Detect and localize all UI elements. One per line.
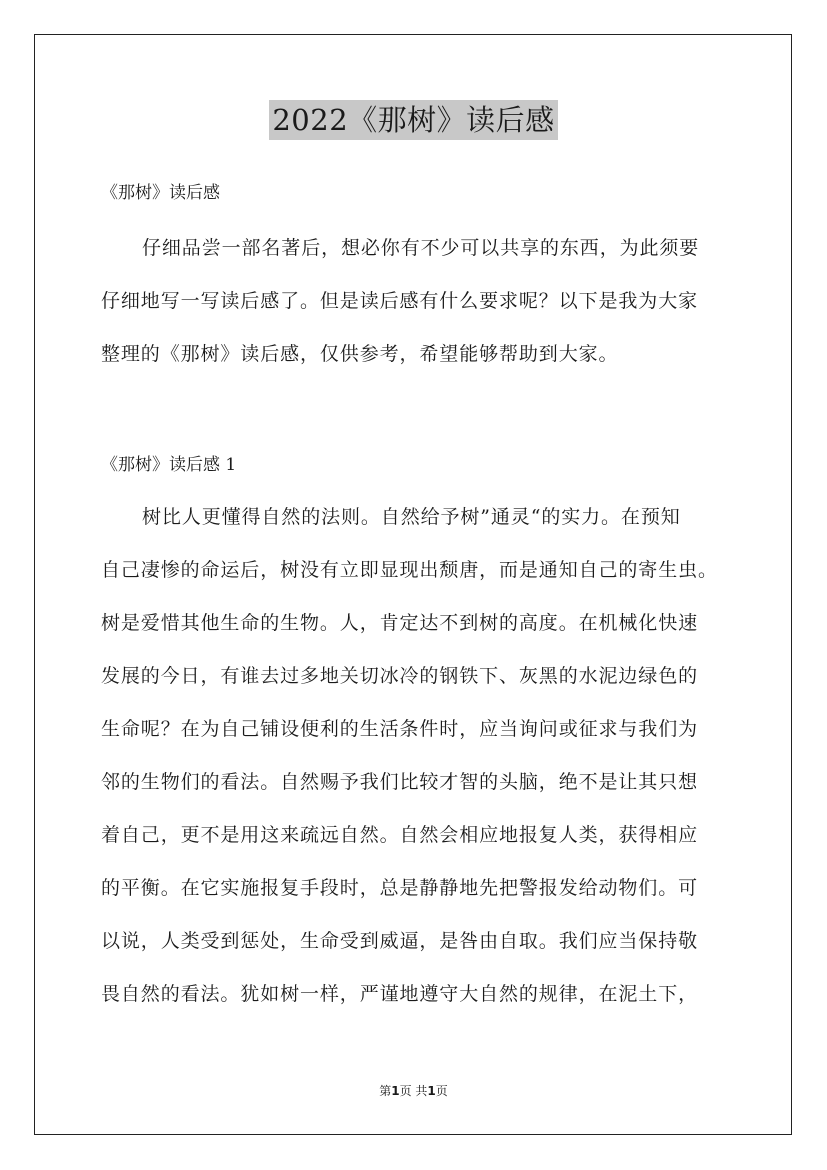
paragraph-line: 树比人更懂得自然的法则。自然给予树”通灵“的实力。在预知 [142, 506, 681, 528]
footer-suffix: 页 [435, 1084, 448, 1098]
intro-heading: 《那树》读后感 [101, 183, 220, 203]
footer-mid: 页 共 [399, 1084, 428, 1098]
paragraph-line: 的平衡。在它实施报复手段时，总是静静地先把警报发给动物们。可 [101, 877, 699, 899]
paragraph-line: 整理的《那树》读后感，仅供参考，希望能够帮助到大家。 [101, 343, 619, 365]
footer-prefix: 第 [379, 1084, 392, 1098]
body-paragraph [101, 491, 761, 1021]
document-title [0, 100, 827, 140]
paragraph-line: 以说，人类受到惩处，生命受到威逼，是咎由自取。我们应当保持敬 [101, 930, 699, 952]
paragraph-line: 树是爱惜其他生命的生物。人，肯定达不到树的高度。在机械化快速 [101, 612, 699, 634]
paragraph-line: 自己凄惨的命运后，树没有立即显现出颓唐，而是通知自己的寄生虫。 [101, 559, 718, 581]
paragraph-line: 生命呢？在为自己铺设便利的生活条件时，应当询问或征求与我们为 [101, 718, 699, 740]
page-footer [0, 1083, 827, 1099]
footer-total-pages: 1 [427, 1084, 436, 1098]
paragraph-line: 邻的生物们的看法。自然赐予我们比较才智的头脑，绝不是让其只想 [101, 771, 699, 793]
paragraph-line: 着自己，更不是用这来疏远自然。自然会相应地报复人类，获得相应 [101, 824, 699, 846]
document-title-text: 2022《那树》读后感 [269, 100, 557, 140]
intro-paragraph [101, 222, 761, 381]
section-heading-1: 《那树》读后感 1 [101, 455, 237, 475]
paragraph-line: 仔细地写一写读后感了。但是读后感有什么要求呢？以下是我为大家 [101, 290, 699, 312]
paragraph-line: 发展的今日，有谁去过多地关切冰冷的钢铁下、灰黑的水泥边绿色的 [101, 665, 699, 687]
footer-current-page: 1 [391, 1084, 400, 1098]
paragraph-line: 仔细品尝一部名著后，想必你有不少可以共享的东西，为此须要 [142, 237, 700, 259]
paragraph-line: 畏自然的看法。犹如树一样，严谨地遵守大自然的规律，在泥土下， [101, 983, 699, 1005]
